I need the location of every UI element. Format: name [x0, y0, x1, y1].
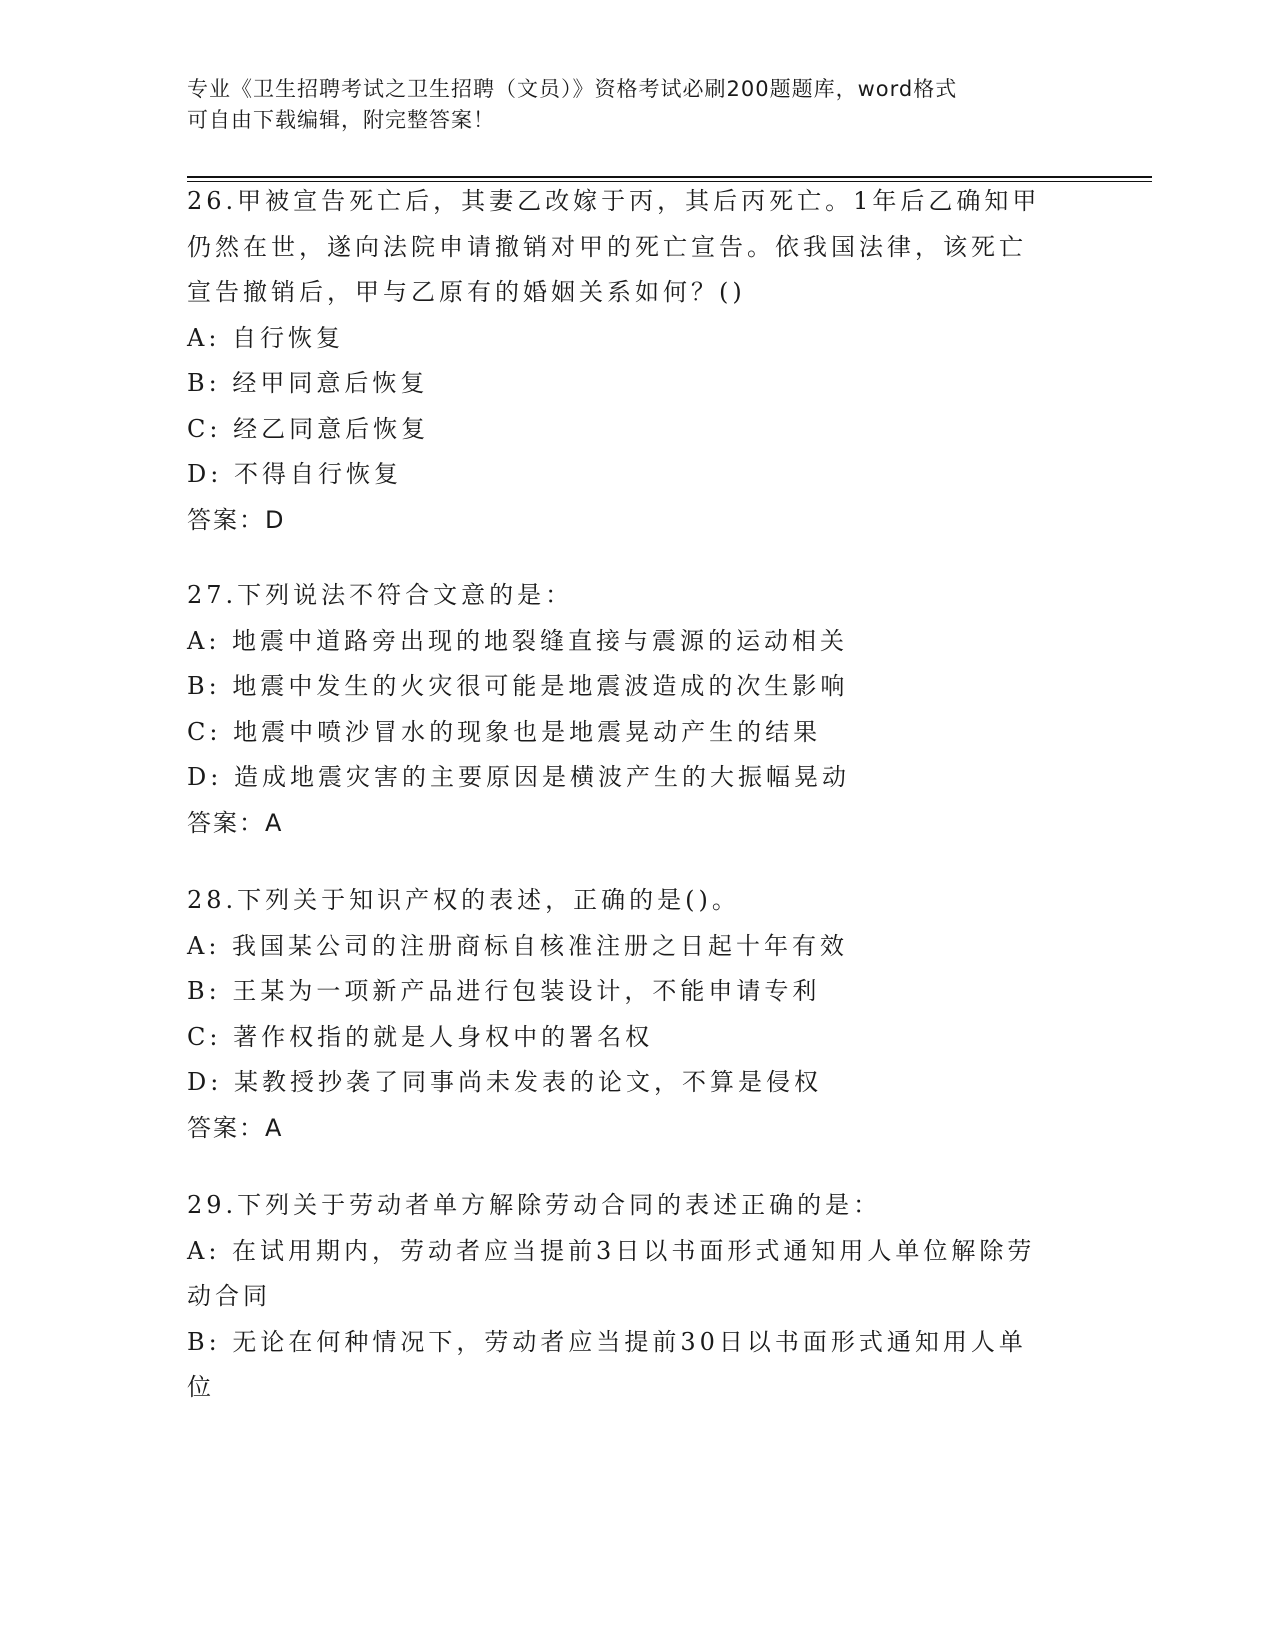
option-b-continued: 位: [187, 1373, 215, 1401]
option-a: A: 在试用期内，劳动者应当提前3日以书面形式通知用人单位解除劳: [187, 1236, 1036, 1265]
option-d: D: 某教授抄袭了同事尚未发表的论文，不算是侵权: [187, 1068, 822, 1096]
option-b: B: 王某为一项新产品进行包装设计，不能申请专利: [187, 977, 821, 1005]
answer-value: D: [265, 505, 286, 534]
question-27: [187, 573, 1087, 846]
question-stem-line: 28.下列关于知识产权的表述，正确的是()。: [187, 886, 740, 914]
option-b: B: 地震中发生的火灾很可能是地震波造成的次生影响: [187, 672, 849, 700]
option-c: C: 经乙同意后恢复: [187, 414, 430, 443]
header-divider-thick: [187, 176, 1152, 178]
answer-line: [187, 1106, 1087, 1152]
question-stem-line: 宣告撤销后，甲与乙原有的婚姻关系如何？(): [187, 278, 746, 306]
option-a: A: 地震中道路旁出现的地裂缝直接与震源的运动相关: [187, 626, 849, 655]
question-stem-line: 27.下列说法不符合文意的是：: [187, 581, 574, 609]
question-28: [187, 878, 1087, 1151]
question-26: [187, 179, 1087, 543]
question-stem-line: 26.甲被宣告死亡后，其妻乙改嫁于丙，其后丙死亡。1年后乙确知甲: [187, 187, 1041, 215]
answer-label: 答案：: [187, 1113, 265, 1142]
header-line-2: 可自由下载编辑，附完整答案！: [187, 108, 495, 132]
question-stem-line: 29.下列关于劳动者单方解除劳动合同的表述正确的是：: [187, 1191, 882, 1219]
question-29: [187, 1183, 1087, 1411]
option-d: D: 不得自行恢复: [187, 460, 402, 488]
option-a: A: 我国某公司的注册商标自核准注册之日起十年有效: [187, 931, 849, 960]
document-header: [187, 74, 1067, 136]
option-b: B: 经甲同意后恢复: [187, 369, 429, 397]
option-c: C: 著作权指的就是人身权中的署名权: [187, 1022, 654, 1051]
answer-value: A: [265, 808, 284, 837]
answer-label: 答案：: [187, 808, 265, 837]
option-d: D: 造成地震灾害的主要原因是横波产生的大振幅晃动: [187, 763, 850, 791]
answer-line: [187, 498, 1087, 544]
answer-value: A: [265, 1113, 284, 1142]
option-a-continued: 动合同: [187, 1282, 271, 1310]
answer-line: [187, 801, 1087, 847]
option-c: C: 地震中喷沙冒水的现象也是地震晃动产生的结果: [187, 717, 822, 746]
question-stem-line: 仍然在世，遂向法院申请撤销对甲的死亡宣告。依我国法律，该死亡: [187, 232, 1027, 261]
answer-label: 答案：: [187, 505, 265, 534]
header-line-1: 专业《卫生招聘考试之卫生招聘（文员）》资格考试必刷200题题库，word格式: [187, 77, 958, 101]
option-b: B: 无论在何种情况下，劳动者应当提前30日以书面形式通知用人单: [187, 1327, 1027, 1356]
option-a: A: 自行恢复: [187, 323, 345, 352]
